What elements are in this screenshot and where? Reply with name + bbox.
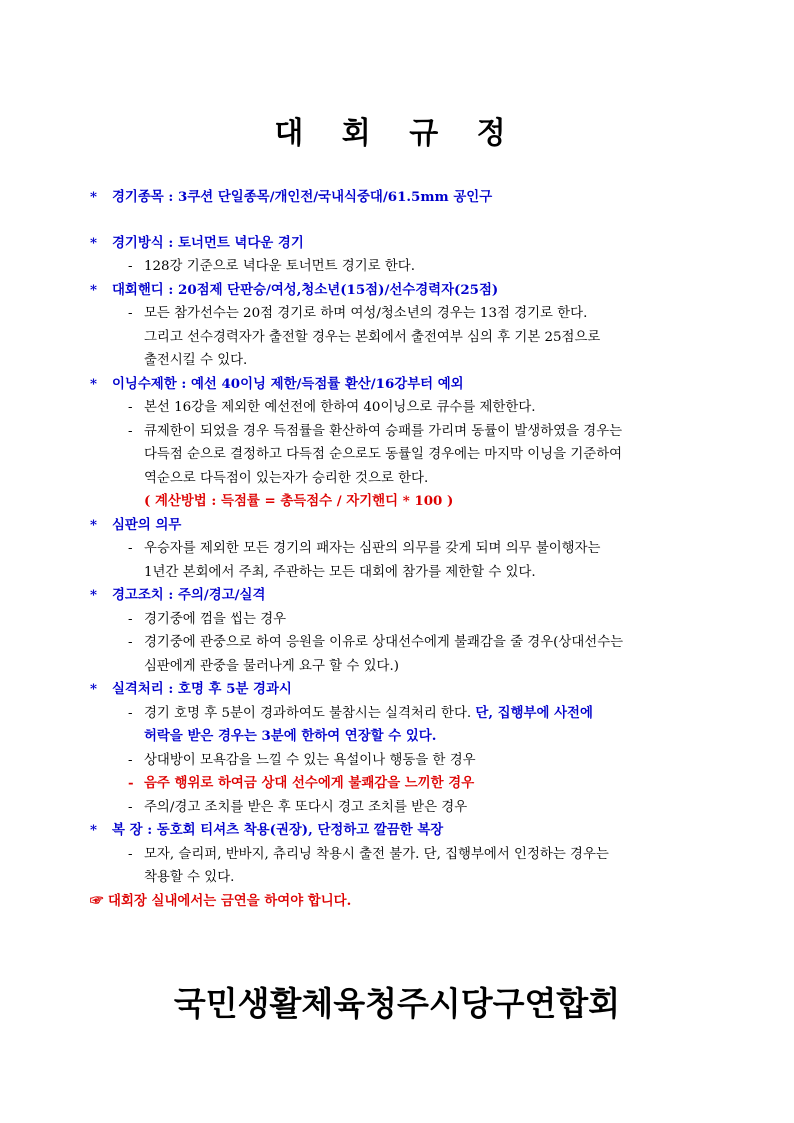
section-heading: * 대회핸디 : 20점제 단판승/여성,청소년(15점)/선수경력자(25점) (90, 279, 730, 303)
rule-continuation: 출전시킬 수 있다. (144, 353, 248, 368)
organization-name: 국민생활체육청주시당구연합회 (173, 984, 621, 1023)
bullet-mark: * (90, 281, 98, 298)
rule-item: - 주의/경고 조치를 받은 후 또다시 경고 조치를 받은 경우 (128, 799, 468, 815)
bullet-mark: * (90, 822, 98, 838)
bullet-mark: * (90, 234, 98, 251)
bullet-mark: * (90, 516, 98, 533)
rule-item: - 큐제한이 되었을 경우 득점률을 환산하여 승패를 가리며 동률이 발생하였을 경우는 (128, 423, 623, 439)
page-title: 대 회 규 정 (274, 116, 520, 151)
bullet-mark: * (90, 189, 98, 205)
rule-continuation: 심판에게 관중을 물러나게 요구 할 수 있다.) (144, 658, 399, 674)
rule-item: - 128강 기준으로 녁다운 토너먼트 경기로 한다. (128, 259, 415, 274)
bullet-mark: * (90, 587, 98, 603)
score-formula: ( 계산방법 : 득점률 = 총득점수 / 자기핸디 * 100 ) (144, 493, 454, 509)
rule-continuation: 그리고 선수경력자가 출전할 경우는 본회에서 출전여부 심의 후 기본 25점으로 (144, 329, 601, 345)
rule-item: - 모자, 슬리퍼, 반바지, 츄리닝 착용시 출전 불가. 단, 집행부에서 인정하는 경우는 (128, 846, 609, 862)
rule-item-highlight: - 음주 행위로 하여금 상대 선수에게 불쾌감을 느끼한 경우 (128, 775, 475, 791)
rule-continuation: 착용할 수 있다. (144, 870, 235, 885)
rule-item: - 상대방이 모욕감을 느낄 수 있는 욕설이나 행동을 한 경우 (128, 752, 476, 768)
rule-continuation: 역순으로 다득점이 있는자가 승리한 것으로 한다. (144, 470, 429, 486)
section-heading: * 경고조치 : 주의/경고/실격 (90, 584, 730, 608)
rule-continuation: 다득점 순으로 결정하고 다득점 순으로도 동률일 경우에는 마지막 이닝을 기준하여 (144, 447, 623, 462)
rule-item: - 경기중에 관중으로 하여 응원을 이유로 상대선수에게 불쾌감을 줄 경우(상대선수는 (128, 635, 624, 650)
section-heading: * 복 장 : 동호회 티셔츠 착용(권장), 단정하고 깔끔한 복장 (90, 819, 730, 843)
section-heading: * 이닝수제한 : 예선 40이닝 제한/득점률 환산/16강부터 예외 (90, 373, 730, 397)
section-heading: * 경기방식 : 토너먼트 녁다운 경기 (90, 232, 730, 256)
section-heading: * 심판의 의무 (90, 514, 730, 538)
rule-item: - 경기중에 껌을 씹는 경우 (128, 611, 287, 627)
exception-note: 허락을 받은 경우는 3분에 한하여 연장할 수 있다. (144, 728, 437, 744)
bullet-mark: * (90, 681, 98, 697)
rule-item: - 본선 16강을 제외한 예선전에 한하여 40이닝으로 큐수를 제한한다. (128, 400, 536, 415)
exception-note: 단, 집행부에 사전에 (475, 704, 593, 721)
section-heading: * 실격처리 : 호명 후 5분 경과시 (90, 678, 730, 702)
rule-item: - 경기 호명 후 5분이 경과하여도 불참시는 실격처리 한다. 단, 집행부에 사전에 (128, 704, 593, 721)
rule-continuation: 1년간 본회에서 주최, 주관하는 모든 대회에 참가를 제한할 수 있다. (144, 564, 536, 580)
section-heading: * 경기종목 : 3쿠션 단일종목/개인전/국내식중대/61.5mm 공인구 (90, 186, 730, 210)
no-smoking-notice: ☞ 대회장 실내에서는 금연을 하여야 합니다. (90, 892, 352, 909)
bullet-mark: * (90, 375, 98, 392)
rule-item: - 모든 참가선수는 20점 경기로 하며 여성/청소년의 경우는 13점 경기로 한다. (128, 306, 588, 321)
rule-item: - 우승자를 제외한 모든 경기의 패자는 심판의 의무를 갖게 되며 의무 불이행자는 (128, 541, 601, 556)
rules-body (90, 186, 730, 913)
